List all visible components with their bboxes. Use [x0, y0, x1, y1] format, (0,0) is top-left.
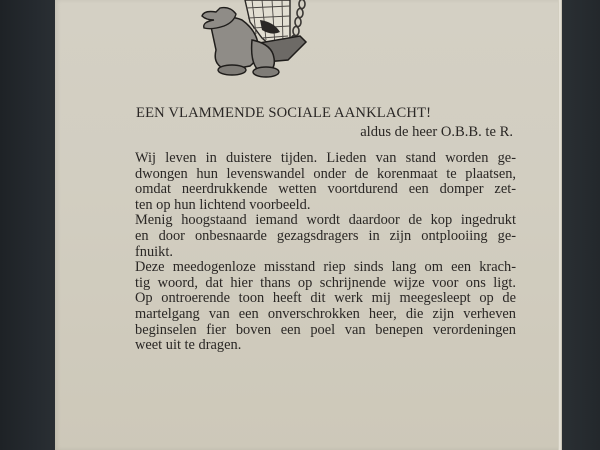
text-line: en door onbesnaarde gezagsdragers in zijn ontplooiing ge- [135, 227, 516, 244]
paragraph-1 [135, 151, 516, 213]
text-line: Wij leven in duistere tijden. Lieden van stand worden ge- [135, 150, 516, 166]
text-line: Menig hoogstaand iemand wordt daardoor de kop ingedrukt [135, 212, 516, 229]
text-line: tig woord, dat hier thans op schrijnende wijze voor ons ligt. [135, 274, 516, 291]
cover-attribution: aldus de heer O.B.B. te R. [360, 124, 513, 140]
text-line: ten op hun lichtend voorbeeld. [135, 196, 311, 213]
text-line: dwongen hun levenswandel onder de korenmaat te plaatsen, [135, 165, 516, 182]
text-line: omdat neerdrukkende wetten voortdurend een domper zet- [135, 181, 516, 198]
cover-heading: EEN VLAMMENDE SOCIALE AANKLACHT! [136, 105, 432, 121]
text-line: beginselen fier boven een poel van benepen verordeningen [135, 321, 516, 338]
cartoon-illustration-icon [190, 0, 335, 78]
paragraph-2 [135, 213, 516, 260]
page-edge [558, 0, 562, 450]
blurb-text [135, 151, 516, 354]
dark-background-right [562, 0, 600, 450]
text-line: Deze meedogenloze misstand riep sinds lang om een krach- [135, 259, 516, 276]
text-line: Op ontroerende toon heeft dit werk mij meegesleept op de [135, 290, 516, 307]
text-line: martelgang van een onverschrokken heer, die zijn verheven [135, 305, 516, 322]
dark-background-left [0, 0, 56, 450]
text-line: weet uit te dragen. [135, 337, 242, 354]
text-line: fnuikt. [135, 243, 173, 260]
paragraph-3 [135, 260, 516, 354]
